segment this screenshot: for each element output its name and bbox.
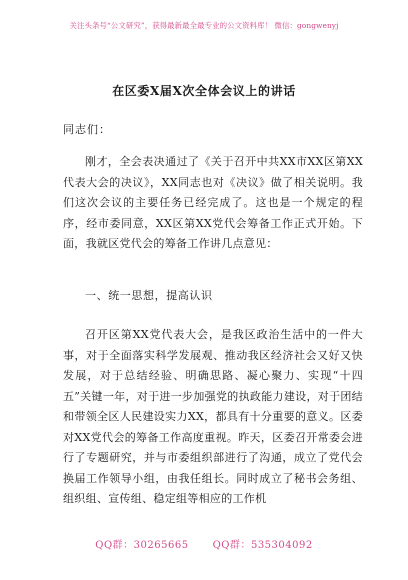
salutation: 同志们： [63, 123, 111, 136]
section-heading: 一、统一思想，提高认识 [85, 289, 213, 302]
paragraph-body: 召开区第XX党代表大会，是我区政治生活中的一件大事，对于全面落实科学发展观、推动我区经济社会又好又快发展，对于总结经验、明确思路、凝心聚力、实现“十四五”关键一年，对于进一步加强党的执政能力建设，对于团结和带领全区人民建设实力XX，都具有十分重要的意义。区委对XX党代会的筹备工作高度重视。昨天，区委召开常委会进行了专题研究，并与市委组织部进行了沟通，成立了党代会换届工作领导小组，由我任组长。同时成立了秘书会务组、组织组、宣传组、稳定组等相应的工作机 [63, 328, 363, 505]
document-title: 在区委X届X次全体会议上的讲话 [112, 84, 296, 98]
qq-group-2: QQ群：535304092 [212, 540, 313, 551]
paragraph-intro: 刚才，全会表决通过了《关于召开中共XX市XX区第XX代表大会的决议》，XX同志也对《决议》做了相关说明。我们这次会议的主要任务已经完成了。这也是一个规定的程序，经市委同意，XX区第XX党代会筹备工作正式开始。下面，我就区党代会的筹备工作讲几点意见： [63, 155, 363, 250]
footer-contacts [0, 536, 408, 551]
promo-banner: 关注头条号“公文研究”，获得最新最全最专业的公文资料库！ 微信：gongwenyj [69, 21, 339, 30]
qq-group-1: QQ群：30265665 [95, 540, 189, 551]
